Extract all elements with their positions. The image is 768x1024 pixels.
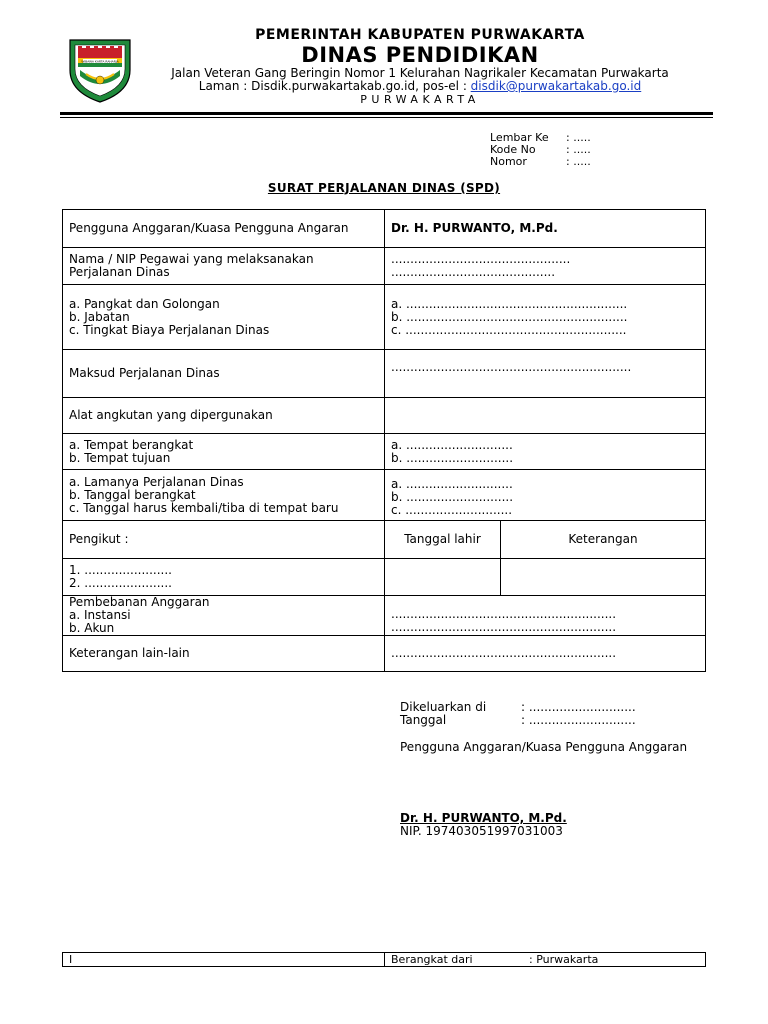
document-meta xyxy=(490,132,591,168)
signature-block xyxy=(400,701,700,838)
office-address: Jalan Veteran Gang Beringin Nomor 1 Kelurahan Nagrikaler Kecamatan Purwakarta xyxy=(171,66,669,80)
followers-label: Pengikut : xyxy=(63,521,385,559)
issued-at: Dikeluarkan di : ............................ xyxy=(400,700,636,714)
departure-table xyxy=(62,952,706,967)
signer-role: Pengguna Anggaran/Kuasa Pengguna Anggaran xyxy=(400,740,688,754)
table-row xyxy=(63,398,706,434)
table-row xyxy=(63,559,706,596)
website-text: Laman : Disdik.purwakartakab.go.id, pos-el : xyxy=(198,79,471,93)
budget-charge-value: ........................................................... ........................................................... xyxy=(385,596,706,636)
government-name: PEMERINTAH KABUPATEN PURWAKARTA xyxy=(255,27,585,43)
rank-position-label: a. Pangkat dan Golongan b. Jabatan c. Tingkat Biaya Perjalanan Dinas xyxy=(63,285,385,350)
budget-charge-label: Pembebanan Anggaran a. Instansi b. Akun xyxy=(63,596,385,636)
table-row xyxy=(63,434,706,470)
transport-value xyxy=(385,398,706,434)
table-row xyxy=(63,248,706,285)
employee-value: ............................................... ........................................... xyxy=(385,248,706,285)
section-number: I xyxy=(63,953,385,967)
table-row xyxy=(63,350,706,398)
table-row xyxy=(63,636,706,672)
svg-text:WIBAWA KARTA RAHARJA: WIBAWA KARTA RAHARJA xyxy=(81,59,119,64)
meta-code: Kode No : ..... xyxy=(490,143,591,156)
other-notes-label: Keterangan lain-lain xyxy=(63,636,385,672)
signer-name: Dr. H. PURWANTO, M.Pd. xyxy=(400,811,567,825)
meta-sheet: Lembar Ke : ..... xyxy=(490,131,591,144)
issued-date: Tanggal : ............................ xyxy=(400,713,636,727)
spd-form-table xyxy=(62,209,706,672)
document-title: SURAT PERJALANAN DINAS (SPD) xyxy=(267,181,501,195)
table-row xyxy=(63,210,706,248)
budget-user-value: Dr. H. PURWANTO, M.Pd. xyxy=(385,210,706,248)
rank-position-value: a. .......................................................... b. .......................................................... c. .......................................................... xyxy=(385,285,706,350)
email-link[interactable]: disdik@purwakartakab.go.id xyxy=(470,79,642,93)
table-row xyxy=(63,953,706,967)
place-value: a. ............................ b. ............................ xyxy=(385,434,706,470)
employee-label: Nama / NIP Pegawai yang melaksanakan Perjalanan Dinas xyxy=(63,248,385,285)
letterhead-rule-thin xyxy=(60,117,713,118)
table-row xyxy=(63,470,706,521)
duration-label: a. Lamanya Perjalanan Dinas b. Tanggal berangkat c. Tanggal harus kembali/tiba di tempat baru xyxy=(63,470,385,521)
table-row xyxy=(63,285,706,350)
table-row xyxy=(63,596,706,636)
other-notes-value: ........................................................... xyxy=(385,636,706,672)
notes-header: Keterangan xyxy=(501,521,706,559)
contact-line xyxy=(140,80,700,93)
letterhead-rule xyxy=(60,112,713,115)
purwakarta-regency-emblem xyxy=(66,34,134,104)
duration-value: a. ............................ b. ............................ c. ............................ xyxy=(385,470,706,521)
place-label: a. Tempat berangkat b. Tempat tujuan xyxy=(63,434,385,470)
meta-number: Nomor : ..... xyxy=(490,155,591,168)
notes-cell xyxy=(501,559,706,596)
department-name: DINAS PENDIDIKAN xyxy=(301,43,539,67)
letterhead xyxy=(140,27,700,106)
birth-date-header: Tanggal lahir xyxy=(385,521,501,559)
birth-date-cell xyxy=(385,559,501,596)
transport-label: Alat angkutan yang dipergunakan xyxy=(63,398,385,434)
purpose-label: Maksud Perjalanan Dinas xyxy=(63,350,385,398)
followers-list: 1. ....................... 2. ....................... xyxy=(63,559,385,596)
purpose-value: ............................................................... xyxy=(385,350,706,398)
table-row xyxy=(63,521,706,559)
budget-user-label: Pengguna Anggaran/Kuasa Pengguna Angaran xyxy=(63,210,385,248)
city-name: PURWAKARTA xyxy=(360,93,480,106)
departure-cell: Berangkat dari : Purwakarta xyxy=(385,953,706,967)
signer-nip: NIP. 197403051997031003 xyxy=(400,824,563,838)
